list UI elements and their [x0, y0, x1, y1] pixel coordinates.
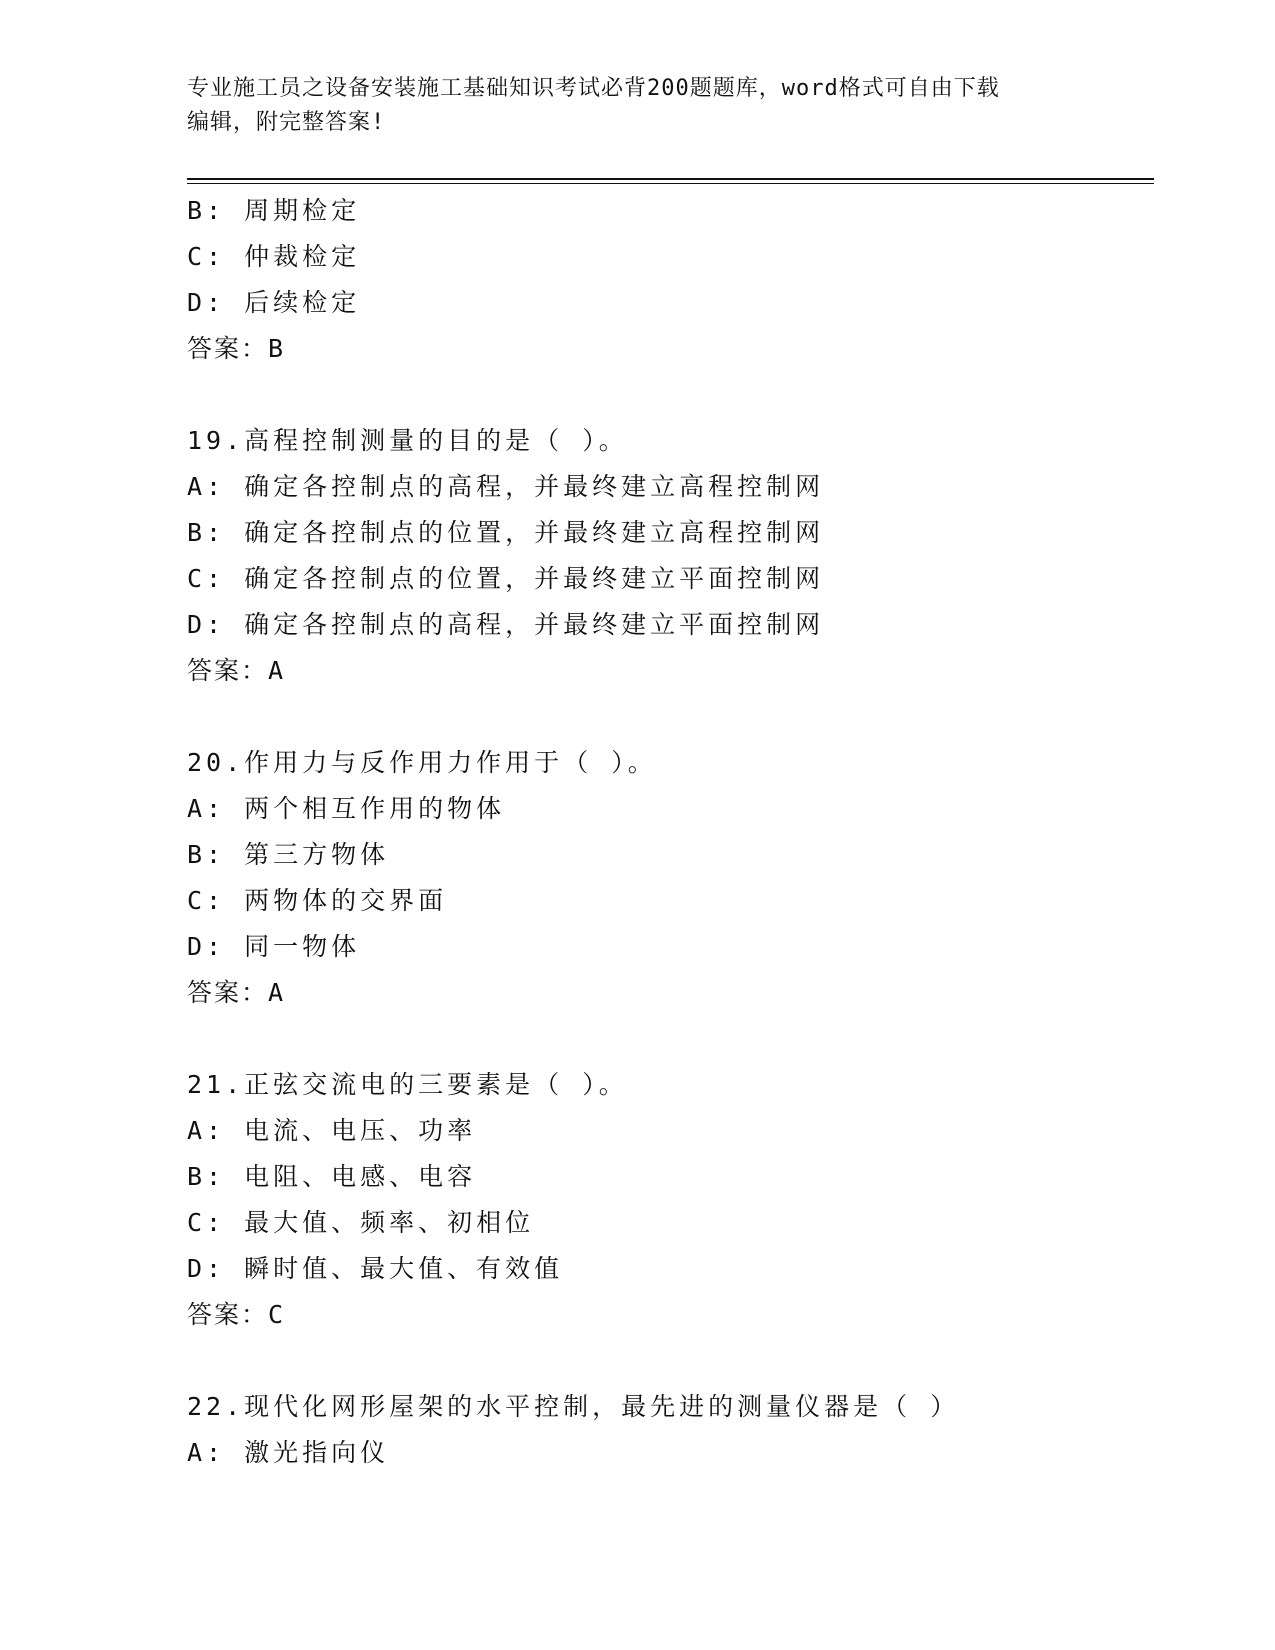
option-d: D: 后续检定 [187, 288, 361, 317]
answer-line [187, 1292, 1154, 1338]
question-20 [187, 740, 1154, 1016]
question-18-continued [187, 188, 1154, 372]
answer-value: B [268, 334, 284, 363]
option-a: A: 激光指向仪 [187, 1438, 390, 1467]
answer-label: 答案： [187, 1300, 269, 1329]
answer-line [187, 326, 1154, 372]
answer-value: C [268, 1300, 284, 1329]
option-a: A: 确定各控制点的高程，并最终建立高程控制网 [187, 472, 825, 501]
question-21 [187, 1062, 1154, 1338]
question-19 [187, 418, 1154, 694]
document-header [187, 72, 1067, 140]
answer-value: A [268, 978, 284, 1007]
answer-value: A [268, 656, 284, 685]
option-c: C: 最大值、频率、初相位 [187, 1208, 535, 1237]
option-c: C: 仲裁检定 [187, 242, 361, 271]
option-c: C: 确定各控制点的位置，并最终建立平面控制网 [187, 564, 825, 593]
option-c: C: 两物体的交界面 [187, 886, 448, 915]
header-divider-thin [187, 183, 1154, 184]
question-22 [187, 1384, 1154, 1476]
option-d: D: 确定各控制点的高程，并最终建立平面控制网 [187, 610, 825, 639]
header-line-2: 编辑，附完整答案! [187, 110, 386, 135]
option-d: D: 瞬时值、最大值、有效值 [187, 1254, 564, 1283]
answer-label: 答案： [187, 656, 269, 685]
option-b: B: 周期检定 [187, 196, 361, 225]
question-title: 22.现代化网形屋架的水平控制，最先进的测量仪器是（ ） [187, 1392, 960, 1421]
option-a: A: 电流、电压、功率 [187, 1116, 477, 1145]
answer-line [187, 970, 1154, 1016]
question-title: 20.作用力与反作用力作用于（ ）。 [187, 748, 657, 777]
answer-line [187, 648, 1154, 694]
option-b: B: 确定各控制点的位置，并最终建立高程控制网 [187, 518, 825, 547]
question-title: 21.正弦交流电的三要素是（ ）。 [187, 1070, 628, 1099]
header-line-1: 专业施工员之设备安装施工基础知识考试必背200题题库，word格式可自由下载 [187, 76, 1000, 101]
question-title: 19.高程控制测量的目的是（ ）。 [187, 426, 628, 455]
option-b: B: 第三方物体 [187, 840, 390, 869]
question-list [187, 188, 1154, 1476]
option-d: D: 同一物体 [187, 932, 361, 961]
answer-label: 答案： [187, 334, 269, 363]
option-b: B: 电阻、电感、电容 [187, 1162, 477, 1191]
option-a: A: 两个相互作用的物体 [187, 794, 506, 823]
answer-label: 答案： [187, 978, 269, 1007]
header-divider-thick [187, 178, 1154, 180]
